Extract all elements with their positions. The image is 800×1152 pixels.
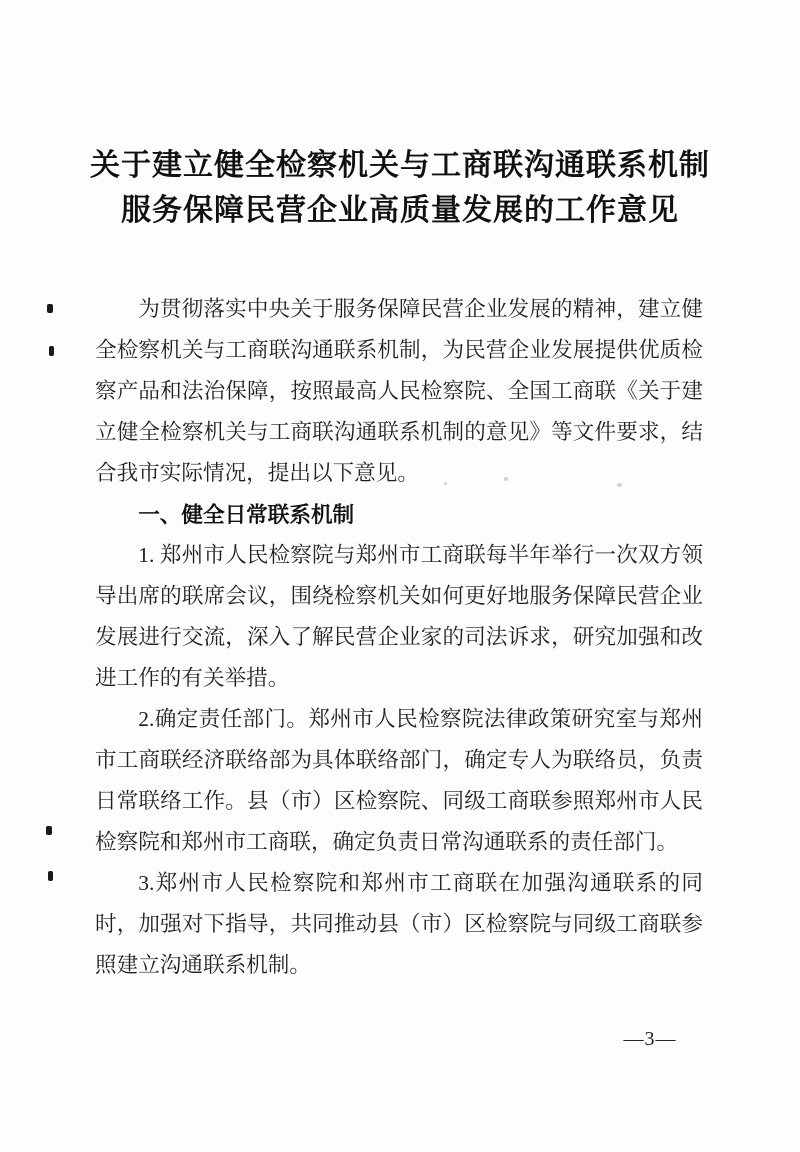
scan-speck (49, 346, 54, 356)
page-number: —3— (623, 1028, 677, 1050)
scan-smudge (617, 483, 622, 487)
scan-speck (46, 826, 52, 835)
paragraph: 为贯彻落实中央关于服务保障民营企业发展的精神，建立健全检察机关与工商联沟通联系机制，为民营企业发展提供优质检察产品和法治保障，按照最高人民检察院、全国工商联《关于建立健全检察机关与工商联沟通联系机制的意见》等文件要求，结合我市实际情况，提出以下意见。 (95, 297, 703, 485)
paragraph: 1. 郑州市人民检察院与郑州市工商联每半年举行一次双方领导出席的联席会议，围绕检察机关如何更好地服务保障民营企业发展进行交流，深入了解民营企业家的司法诉求，研究加强和改进工作的有关举措。 (95, 543, 703, 690)
scan-speck (47, 304, 53, 313)
title-line-1: 关于建立健全检察机关与工商联沟通联系机制 (90, 149, 710, 182)
scan-speck (48, 871, 53, 881)
section-heading: 一、健全日常联系机制 (138, 502, 355, 527)
title-line-2: 服务保障民营企业高质量发展的工作意见 (121, 194, 679, 227)
document-body (95, 289, 703, 986)
scan-smudge (444, 482, 447, 485)
paragraph: 3.郑州市人民检察院和郑州市工商联在加强沟通联系的同时，加强对下指导，共同推动县（市）区检察院与同级工商联参照建立沟通联系机制。 (95, 871, 703, 977)
paragraph: 2.确定责任部门。郑州市人民检察院法律政策研究室与郑州市工商联经济联络部为具体联络部门，确定专人为联络员，负责日常联络工作。县（市）区检察院、同级工商联参照郑州市人民检察院和郑州市工商联，确定负责日常沟通联系的责任部门。 (95, 707, 703, 854)
scan-smudge (504, 477, 508, 481)
document-title (50, 143, 750, 233)
